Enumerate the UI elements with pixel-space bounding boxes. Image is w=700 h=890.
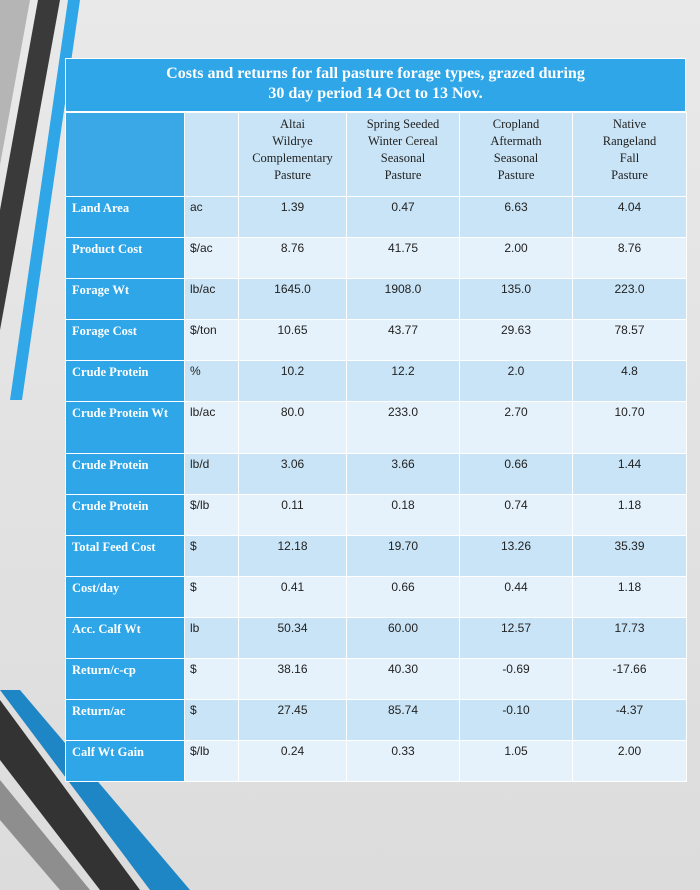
header-unit-cell xyxy=(185,113,239,197)
row-label: Cost/day xyxy=(66,577,185,618)
table-cell: 0.41 xyxy=(239,577,347,618)
row-label: Forage Wt xyxy=(66,279,185,320)
table-row xyxy=(66,361,687,402)
row-unit: $ xyxy=(185,659,239,700)
table-cell: 3.66 xyxy=(347,454,460,495)
table-row xyxy=(66,659,687,700)
row-label: Forage Cost xyxy=(66,320,185,361)
table-cell: 12.18 xyxy=(239,536,347,577)
table-row xyxy=(66,495,687,536)
row-label: Crude Protein Wt xyxy=(66,402,185,454)
row-unit: $/lb xyxy=(185,741,239,782)
table-cell: 41.75 xyxy=(347,238,460,279)
table-cell: 0.44 xyxy=(460,577,573,618)
table-cell: 10.70 xyxy=(573,402,687,454)
row-unit: $/lb xyxy=(185,495,239,536)
table-row xyxy=(66,454,687,495)
table-cell: 12.2 xyxy=(347,361,460,402)
table-cell: 38.16 xyxy=(239,659,347,700)
row-unit: $/ton xyxy=(185,320,239,361)
table-cell: 50.34 xyxy=(239,618,347,659)
table-row xyxy=(66,279,687,320)
table-row xyxy=(66,741,687,782)
table-cell: 8.76 xyxy=(239,238,347,279)
header-corner-cell xyxy=(66,113,185,197)
table-row xyxy=(66,197,687,238)
table-cell: -0.10 xyxy=(460,700,573,741)
table-cell: 1645.0 xyxy=(239,279,347,320)
table-title-line-2: 30 day period 14 Oct to 13 Nov. xyxy=(268,85,483,102)
column-header-native: Native Rangeland Fall Pasture xyxy=(573,113,687,197)
table-title xyxy=(65,58,686,112)
row-label: Return/c-cp xyxy=(66,659,185,700)
table-cell: 13.26 xyxy=(460,536,573,577)
table-cell: 80.0 xyxy=(239,402,347,454)
row-label: Product Cost xyxy=(66,238,185,279)
table-cell: 1.18 xyxy=(573,577,687,618)
table-cell: 1908.0 xyxy=(347,279,460,320)
table-cell: 29.63 xyxy=(460,320,573,361)
header-row xyxy=(66,113,687,197)
table-cell: 4.04 xyxy=(573,197,687,238)
table-cell: 85.74 xyxy=(347,700,460,741)
table-cell: 6.63 xyxy=(460,197,573,238)
table-cell: 40.30 xyxy=(347,659,460,700)
row-label: Crude Protein xyxy=(66,495,185,536)
table-cell: -0.69 xyxy=(460,659,573,700)
table-cell: 1.18 xyxy=(573,495,687,536)
table-cell: 223.0 xyxy=(573,279,687,320)
table-cell: 233.0 xyxy=(347,402,460,454)
row-label: Crude Protein xyxy=(66,454,185,495)
row-label: Return/ac xyxy=(66,700,185,741)
table-cell: 8.76 xyxy=(573,238,687,279)
table-cell: -17.66 xyxy=(573,659,687,700)
table-row xyxy=(66,402,687,454)
table-cell: 10.65 xyxy=(239,320,347,361)
row-label: Total Feed Cost xyxy=(66,536,185,577)
table-title-line-1: Costs and returns for fall pasture forage types, grazed during xyxy=(166,65,585,82)
table-cell: 0.66 xyxy=(347,577,460,618)
row-unit: lb/ac xyxy=(185,402,239,454)
table-cell: 4.8 xyxy=(573,361,687,402)
data-table xyxy=(65,112,687,782)
table-cell: 2.00 xyxy=(460,238,573,279)
table-cell: 27.45 xyxy=(239,700,347,741)
table-row xyxy=(66,700,687,741)
costs-returns-table xyxy=(65,58,686,782)
table-cell: 0.11 xyxy=(239,495,347,536)
table-row xyxy=(66,320,687,361)
table-cell: 78.57 xyxy=(573,320,687,361)
row-unit: $ xyxy=(185,700,239,741)
table-cell: 0.33 xyxy=(347,741,460,782)
table-cell: 0.47 xyxy=(347,197,460,238)
table-cell: 1.05 xyxy=(460,741,573,782)
table-cell: 19.70 xyxy=(347,536,460,577)
row-unit: lb/ac xyxy=(185,279,239,320)
table-cell: 135.0 xyxy=(460,279,573,320)
table-cell: 35.39 xyxy=(573,536,687,577)
table-row xyxy=(66,536,687,577)
table-cell: 2.70 xyxy=(460,402,573,454)
table-cell: 60.00 xyxy=(347,618,460,659)
table-cell: 1.44 xyxy=(573,454,687,495)
table-cell: 0.24 xyxy=(239,741,347,782)
column-header-altai: Altai Wildrye Complementary Pasture xyxy=(239,113,347,197)
row-unit: $ xyxy=(185,536,239,577)
table-cell: 1.39 xyxy=(239,197,347,238)
row-unit: ac xyxy=(185,197,239,238)
row-label: Acc. Calf Wt xyxy=(66,618,185,659)
table-cell: 0.18 xyxy=(347,495,460,536)
row-unit: lb/d xyxy=(185,454,239,495)
column-header-spring-seeded: Spring Seeded Winter Cereal Seasonal Pasture xyxy=(347,113,460,197)
table-cell: 10.2 xyxy=(239,361,347,402)
table-cell: 17.73 xyxy=(573,618,687,659)
table-cell: 3.06 xyxy=(239,454,347,495)
row-label: Land Area xyxy=(66,197,185,238)
table-cell: 0.74 xyxy=(460,495,573,536)
row-unit: lb xyxy=(185,618,239,659)
row-unit: % xyxy=(185,361,239,402)
table-cell: -4.37 xyxy=(573,700,687,741)
table-cell: 43.77 xyxy=(347,320,460,361)
table-cell: 12.57 xyxy=(460,618,573,659)
row-unit: $/ac xyxy=(185,238,239,279)
row-unit: $ xyxy=(185,577,239,618)
table-cell: 2.0 xyxy=(460,361,573,402)
row-label: Crude Protein xyxy=(66,361,185,402)
table-cell: 0.66 xyxy=(460,454,573,495)
column-header-cropland: Cropland Aftermath Seasonal Pasture xyxy=(460,113,573,197)
row-label: Calf Wt Gain xyxy=(66,741,185,782)
table-cell: 2.00 xyxy=(573,741,687,782)
table-row xyxy=(66,238,687,279)
table-row xyxy=(66,577,687,618)
table-row xyxy=(66,618,687,659)
